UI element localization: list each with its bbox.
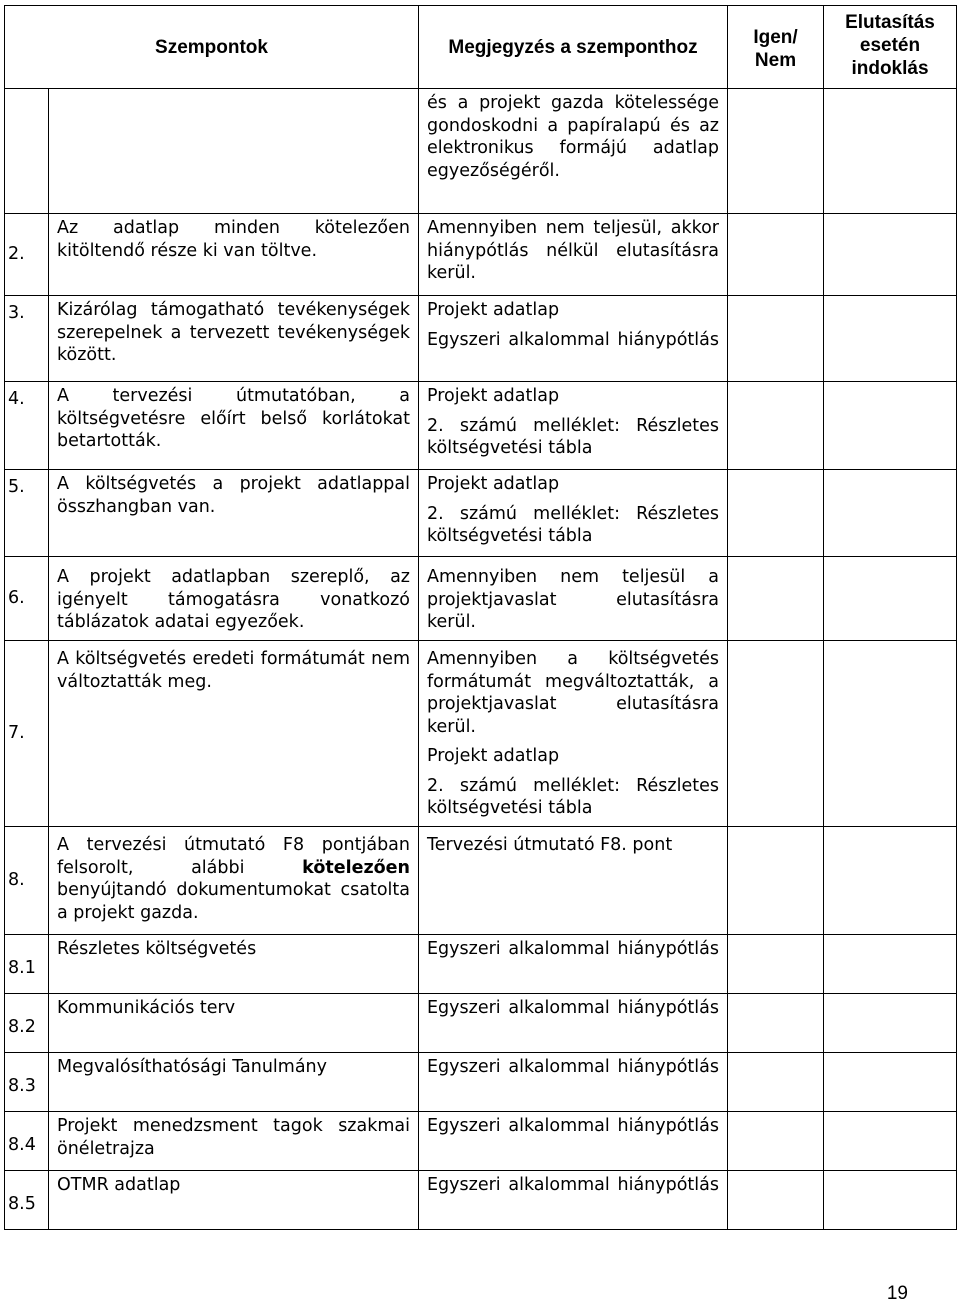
row-reason-cell (824, 1171, 957, 1230)
row-criterion: Kizárólag támogatható tevékenységek szerepelnek a tervezett tevékenységek között. (49, 296, 419, 382)
row-yes-no-cell (728, 470, 824, 557)
row-yes-no-cell (728, 994, 824, 1053)
row-number: 8.2 (5, 994, 49, 1053)
row-number: 5. (5, 470, 49, 557)
row-reason-cell (824, 296, 957, 382)
row-yes-no-cell (728, 641, 824, 827)
row-number: 8.3 (5, 1053, 49, 1112)
row-note: Egyszeri alkalommal hiánypótlás (419, 1171, 728, 1230)
row-reason-cell (824, 470, 957, 557)
row-number: 4. (5, 382, 49, 470)
row-yes-no-cell (728, 296, 824, 382)
row-reason-cell (824, 1112, 957, 1171)
row-yes-no-cell (728, 1112, 824, 1171)
table-row (5, 641, 957, 827)
row-reason-cell (824, 214, 957, 296)
row-yes-no-cell (728, 382, 824, 470)
row-yes-no-cell (728, 557, 824, 641)
row-note: és a projekt gazda kötelessége gondoskodni a papíralapú és az elektronikus formájú adatlap egyezőségéről. (419, 89, 728, 214)
page-number: 19 (886, 1283, 908, 1304)
row-note: Amennyiben a költségvetés formátumát megváltoztatták, a projektjavaslat elutasításra kerül. Projekt adatlap 2. számú melléklet: Részletes költségvetési tábla (419, 641, 728, 827)
row-note: Egyszeri alkalommal hiánypótlás (419, 1112, 728, 1171)
row-note: Tervezési útmutató F8. pont (419, 827, 728, 935)
header-note: Megjegyzés a szemponthoz (419, 6, 728, 89)
row-reason-cell (824, 935, 957, 994)
row-yes-no-cell (728, 935, 824, 994)
row-reason-cell (824, 994, 957, 1053)
header-criteria: Szempontok (5, 6, 419, 89)
row-criterion: A projekt adatlapban szereplő, az igényelt támogatásra vonatkozó táblázatok adatai egyezőek. (49, 557, 419, 641)
row-yes-no-cell (728, 1171, 824, 1230)
row-number: 7. (5, 641, 49, 827)
row-reason-cell (824, 827, 957, 935)
row-criterion: Részletes költségvetés (49, 935, 419, 994)
evaluation-criteria-table (4, 5, 957, 1230)
table-row (5, 470, 957, 557)
table-row (5, 382, 957, 470)
row-criterion: Az adatlap minden kötelezően kitöltendő része ki van töltve. (49, 214, 419, 296)
table-row (5, 296, 957, 382)
table-row (5, 1053, 957, 1112)
row-number-empty (5, 89, 49, 214)
table-row (5, 827, 957, 935)
row-criterion: OTMR adatlap (49, 1171, 419, 1230)
row-note: Projekt adatlap 2. számú melléklet: Részletes költségvetési tábla (419, 470, 728, 557)
row-note: Egyszeri alkalommal hiánypótlás (419, 935, 728, 994)
table-row-continuation (5, 89, 957, 214)
row-reason-cell (824, 382, 957, 470)
row-yes-no-cell (728, 89, 824, 214)
row-number: 6. (5, 557, 49, 641)
table-row (5, 1112, 957, 1171)
table-row (5, 557, 957, 641)
table-row (5, 1171, 957, 1230)
row-criterion-empty (49, 89, 419, 214)
row-note: Egyszeri alkalommal hiánypótlás (419, 994, 728, 1053)
row-note: Egyszeri alkalommal hiánypótlás (419, 1053, 728, 1112)
row-note: Amennyiben nem teljesül, akkor hiánypótlás nélkül elutasításra kerül. (419, 214, 728, 296)
row-yes-no-cell (728, 214, 824, 296)
row-criterion: A tervezési útmutatóban, a költségvetésre előírt belső korlátokat betartották. (49, 382, 419, 470)
row-number: 8. (5, 827, 49, 935)
row-reason-cell (824, 641, 957, 827)
table-row (5, 994, 957, 1053)
table-row (5, 935, 957, 994)
row-reason-cell (824, 1053, 957, 1112)
row-number: 3. (5, 296, 49, 382)
row-yes-no-cell (728, 827, 824, 935)
header-reason: Elutasítás esetén indoklás (824, 6, 957, 89)
table-header-row (5, 6, 957, 89)
header-yes-no: Igen/ Nem (728, 6, 824, 89)
row-note: Amennyiben nem teljesül a projektjavaslat elutasításra kerül. (419, 557, 728, 641)
row-number: 8.1 (5, 935, 49, 994)
row-criterion: Megvalósíthatósági Tanulmány (49, 1053, 419, 1112)
row-criterion: A költségvetés eredeti formátumát nem változtatták meg. (49, 641, 419, 827)
row-note: Projekt adatlap 2. számú melléklet: Részletes költségvetési tábla (419, 382, 728, 470)
row-yes-no-cell (728, 1053, 824, 1112)
row-reason-cell (824, 557, 957, 641)
row-number: 8.4 (5, 1112, 49, 1171)
row-reason-cell (824, 89, 957, 214)
row-number: 2. (5, 214, 49, 296)
row-criterion: A tervezési útmutató F8 pontjában felsorolt, alábbi kötelezően benyújtandó dokumentumokat csatolta a projekt gazda. (49, 827, 419, 935)
row-number: 8.5 (5, 1171, 49, 1230)
table-row (5, 214, 957, 296)
row-note: Projekt adatlap Egyszeri alkalommal hiánypótlás (419, 296, 728, 382)
row-criterion: Projekt menedzsment tagok szakmai önéletrajza (49, 1112, 419, 1171)
row-criterion: A költségvetés a projekt adatlappal összhangban van. (49, 470, 419, 557)
row-criterion: Kommunikációs terv (49, 994, 419, 1053)
